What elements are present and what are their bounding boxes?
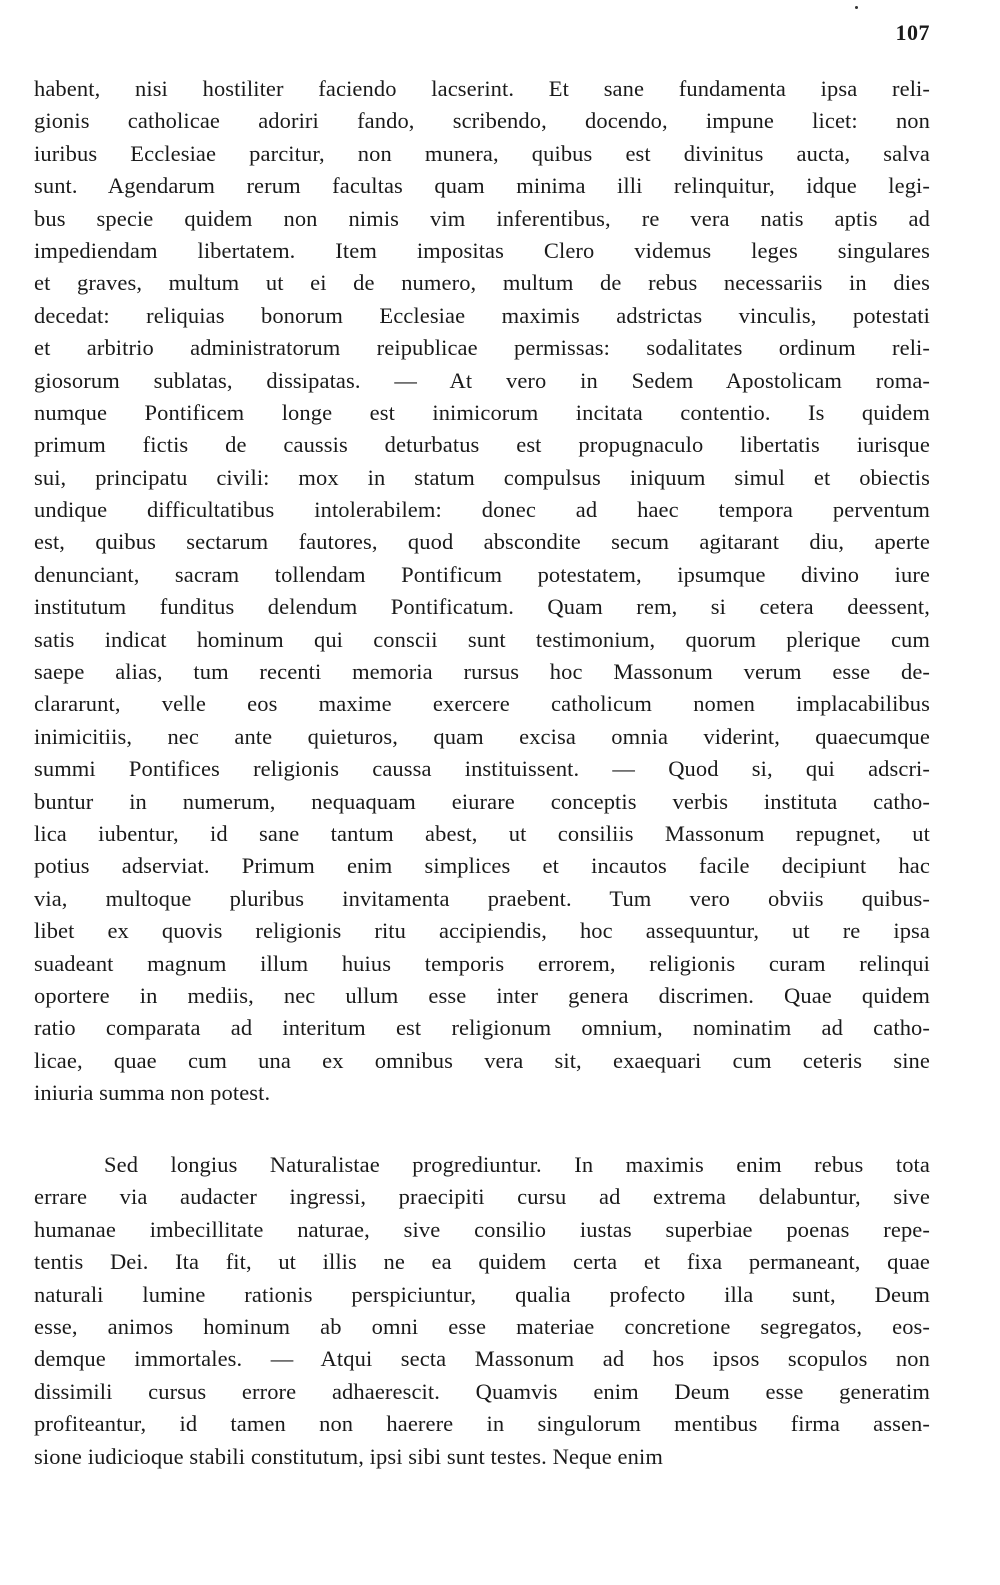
text-line: ratio comparata ad interitum est religionum omnium, nominatim ad catho- [34, 1015, 930, 1041]
text-line: oportere in mediis, nec ullum esse inter genera discrimen. Quae quidem [34, 982, 930, 1008]
text-line: profiteantur, id tamen non haerere in singulorum mentibus firma assen- [34, 1411, 930, 1437]
text-line: decedat: reliquias bonorum Ecclesiae maximis adstrictas vinculis, potestati [34, 302, 930, 328]
text-line: humanae imbecillitate naturae, sive consilio iustas superbiae poenas repe- [34, 1216, 930, 1242]
text-line: undique difficultatibus intolerabilem: donec ad haec tempora perventum [34, 497, 930, 523]
text-line: errare via audacter ingressi, praecipiti cursu ad extrema delabuntur, sive [34, 1184, 930, 1210]
text-line: Sed longius Naturalistae progrediuntur. In maximis enim rebus tota [104, 1152, 930, 1177]
text-line: iniuria summa non potest. [34, 1080, 271, 1106]
text-line: sione iudicioque stabili constitutum, ipsi sibi sunt testes. Neque enim [34, 1443, 663, 1469]
text-line: gionis catholicae adoriri fando, scribendo, docendo, impune licet: non [34, 108, 930, 134]
text-line: iuribus Ecclesiae parcitur, non munera, quibus est divinitus aucta, salva [34, 140, 930, 166]
text-line: denunciant, sacram tollendam Pontificum potestatem, ipsumque divino iure [34, 561, 930, 587]
paragraph-2 [34, 1149, 930, 1473]
text-line: esse, animos hominum ab omni esse materiae concretione segregatos, eos- [34, 1313, 930, 1339]
text-line: via, multoque pluribus invitamenta praebent. Tum vero obviis quibus- [34, 885, 930, 911]
text-line: suadeant magnum illum huius temporis errorem, religionis curam relinqui [34, 950, 930, 976]
text-line: inimicitiis, nec ante quieturos, quam excisa omnia viderint, quaecumque [34, 723, 930, 749]
text-line: bus specie quidem non nimis vim inferentibus, re vera natis aptis ad [34, 205, 930, 231]
text-line: et arbitrio administratorum reipublicae permissas: sodalitates ordinum reli- [34, 335, 930, 361]
text-line: buntur in numerum, nequaquam eiurare conceptis verbis instituta catho- [34, 788, 930, 814]
text-line: est, quibus sectarum fautores, quod abscondite secum agitarant diu, aperte [34, 529, 930, 555]
text-line: numque Pontificem longe est inimicorum incitata contentio. Is quidem [34, 399, 930, 425]
paragraph-1 [34, 73, 930, 1110]
text-line: institutum funditus delendum Pontificatum. Quam rem, si cetera deessent, [34, 594, 930, 620]
text-line: potius adserviat. Primum enim simplices et incautos facile decipiunt hac [34, 853, 930, 879]
text-line: libet ex quovis religionis ritu accipiendis, hoc assequuntur, ut re ipsa [34, 918, 930, 944]
text-line: naturali lumine rationis perspiciuntur, qualia profecto illa sunt, Deum [34, 1281, 930, 1307]
text-line: tentis Dei. Ita fit, ut illis ne ea quidem certa et fixa permaneant, quae [34, 1249, 930, 1275]
text-line: licae, quae cum una ex omnibus vera sit, exaequari cum ceteris sine [34, 1047, 930, 1073]
text-line: habent, nisi hostiliter faciendo lacserint. Et sane fundamenta ipsa reli- [34, 76, 930, 101]
text-line: lica iubentur, id sane tantum abest, ut consiliis Massonum repugnet, ut [34, 820, 930, 846]
text-line: et graves, multum ut ei de numero, multum de rebus necessariis in dies [34, 270, 930, 296]
text-line: satis indicat hominum qui conscii sunt testimonium, quorum plerique cum [34, 626, 930, 652]
text-line: sunt. Agendarum rerum facultas quam minima illi relinquitur, idque legi- [34, 173, 930, 199]
page-number: 107 [895, 20, 930, 45]
text-line: primum fictis de caussis deturbatus est propugnaculo libertatis iurisque [34, 432, 930, 458]
text-line: summi Pontifices religionis caussa instituissent. — Quod si, qui adscri- [34, 756, 930, 782]
text-line: demque immortales. — Atqui secta Massonum ad hos ipsos scopulos non [34, 1346, 930, 1372]
text-line: giosorum sublatas, dissipatas. — At vero in Sedem Apostolicam roma- [34, 367, 930, 393]
print-speck [855, 6, 858, 9]
text-line: sui, principatu civili: mox in statum compulsus iniquum simul et obiectis [34, 464, 930, 490]
text-line: dissimili cursus errore adhaerescit. Quamvis enim Deum esse generatim [34, 1378, 930, 1404]
text-line: clararunt, velle eos maxime exercere catholicum nomen implacabilibus [34, 691, 930, 717]
text-line: saepe alias, tum recenti memoria rursus hoc Massonum verum esse de- [34, 659, 930, 685]
text-line: impediendam libertatem. Item impositas Clero videmus leges singulares [34, 237, 930, 263]
